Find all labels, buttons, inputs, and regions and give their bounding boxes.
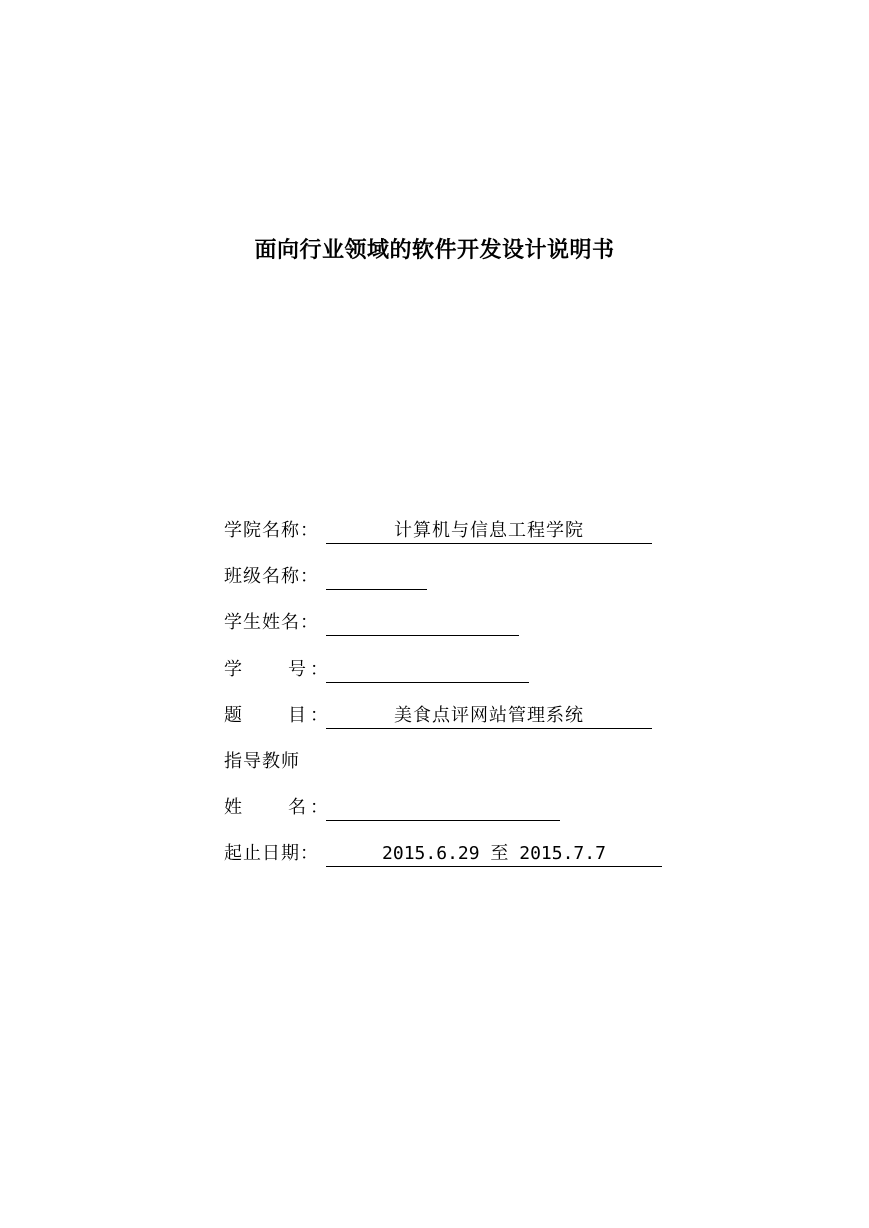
- class-field: [326, 564, 427, 590]
- student-id-label: [224, 657, 329, 683]
- topic-label-char2: 目: [288, 705, 307, 726]
- dates-field: [326, 841, 662, 867]
- advisor-name-label-colon: ：: [310, 797, 329, 818]
- student-name-field: [326, 610, 519, 636]
- topic-value: 美食点评网站管理系统: [394, 705, 584, 726]
- advisor-name-field: [326, 795, 560, 821]
- advisor-heading-label: 指导教师: [224, 751, 300, 772]
- topic-label: [224, 703, 329, 729]
- topic-field: [326, 703, 652, 729]
- topic-label-char1: 题: [224, 705, 243, 726]
- advisor-name-label-char1: 姓: [224, 797, 243, 818]
- class-label: 班级名称：: [224, 566, 319, 587]
- advisor-name-label: [224, 795, 329, 821]
- college-field: [326, 518, 652, 544]
- dates-label: 起止日期：: [224, 843, 319, 864]
- dates-value: 2015.6.29 至 2015.7.7: [382, 843, 606, 864]
- college-value: 计算机与信息工程学院: [394, 520, 584, 541]
- document-title: 面向行业领域的软件开发设计说明书: [254, 238, 615, 263]
- topic-label-colon: ：: [310, 705, 329, 726]
- advisor-name-label-char2: 名: [288, 797, 307, 818]
- student-id-label-char2: 号: [288, 659, 307, 680]
- college-label: 学院名称：: [224, 520, 319, 541]
- student-id-field: [326, 657, 529, 683]
- student-id-label-colon: ：: [310, 659, 329, 680]
- student-name-label: 学生姓名：: [224, 612, 319, 633]
- student-id-label-char1: 学: [224, 659, 243, 680]
